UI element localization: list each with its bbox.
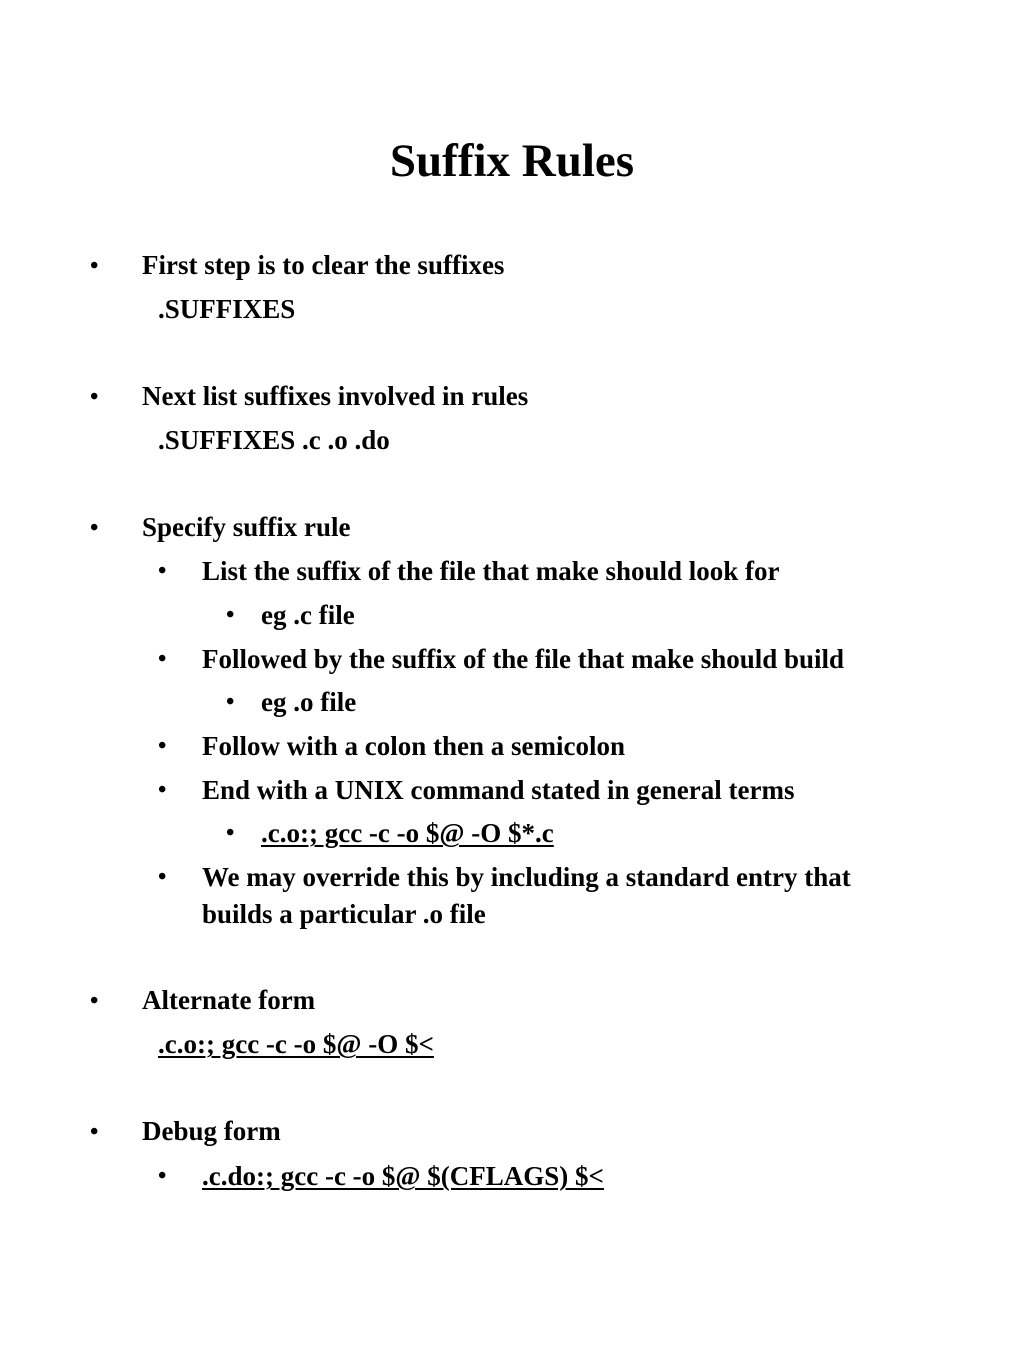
bullet-marker: • — [90, 515, 99, 541]
sub-bullet-marker: • — [158, 558, 167, 584]
code-line: .SUFFIXES .c .o .do — [158, 425, 390, 455]
bullet-marker: • — [90, 384, 99, 410]
sub-bullet-text: We may override this by including a standard entry that — [202, 862, 851, 892]
sub-bullet-text: Follow with a colon then a semicolon — [202, 731, 625, 761]
sub-bullet-marker: • — [158, 864, 167, 890]
sub-bullet-marker: • — [158, 733, 167, 759]
sub-bullet-text: List the suffix of the file that make should look for — [202, 556, 780, 586]
code-example: .c.o:; gcc -c -o $@ -O $< — [158, 1029, 434, 1059]
slide-title: Suffix Rules — [389, 135, 635, 187]
sub-bullet-marker: • — [158, 1163, 167, 1189]
bullet-text: Next list suffixes involved in rules — [142, 381, 529, 411]
bullet-text: Debug form — [142, 1116, 281, 1146]
sub-bullet-text-continuation: builds a particular .o file — [202, 899, 486, 929]
sub-sub-bullet-text: eg .c file — [261, 600, 355, 630]
sub-sub-bullet-text: eg .o file — [261, 687, 357, 717]
sub-sub-bullet-marker: • — [226, 689, 235, 715]
bullet-text: Specify suffix rule — [142, 512, 351, 542]
code-example: .c.do:; gcc -c -o $@ $(CFLAGS) $< — [202, 1161, 604, 1191]
bullet-text: Alternate form — [142, 985, 316, 1015]
bullet-marker: • — [90, 988, 99, 1014]
sub-bullet-marker: • — [158, 777, 167, 803]
sub-bullet-text: Followed by the suffix of the file that make should build — [202, 644, 845, 674]
code-example: .c.o:; gcc -c -o $@ -O $*.c — [261, 818, 554, 848]
bullet-marker: • — [90, 253, 99, 279]
bullet-marker: • — [90, 1119, 99, 1145]
code-line: .SUFFIXES — [158, 294, 296, 324]
sub-bullet-marker: • — [158, 646, 167, 672]
sub-sub-bullet-marker: • — [226, 820, 235, 846]
bullet-text: First step is to clear the suffixes — [142, 250, 505, 280]
sub-bullet-text: End with a UNIX command stated in general terms — [202, 775, 795, 805]
sub-sub-bullet-marker: • — [226, 602, 235, 628]
